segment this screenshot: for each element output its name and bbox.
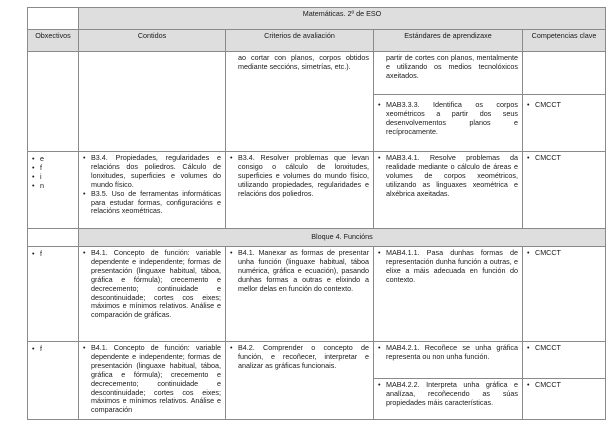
objective-item: • i (32, 172, 74, 181)
table-row (28, 152, 606, 229)
objectives-cell (28, 52, 79, 152)
criteria-cell (226, 52, 374, 152)
table-title-row (28, 8, 606, 30)
objective-item: • f (32, 344, 74, 353)
header-criteria: Criterios de avaliación (226, 30, 374, 52)
contents-cell (79, 152, 226, 229)
competence-cell (523, 247, 606, 342)
objective-item: • n (32, 181, 74, 190)
standard-text: • MAB3.4.1. Resolve problemas da realidade mediante o cálculo de áreas e volumes de corpos xeométricos, utilizando as linguaxes xeométrica e alxébrica axeitadas. (378, 154, 518, 199)
header-standards: Estándares de aprendizaxe (374, 30, 523, 52)
content-text: • B3.4. Propiedades, regularidades e relacións dos poliedros. Cálculo de lonxitudes, superficies e volumes do mundo físico. (83, 154, 221, 190)
standard-text: • MAB3.3.3. Identifica os corpos xeométricos a partir dos seus desenvolvementos planos e recíprocamente. (378, 101, 518, 137)
contents-cell (79, 342, 226, 420)
standard-cell (374, 152, 523, 229)
block-heading-row (28, 229, 606, 247)
competence-text: • CMCCT (527, 344, 601, 353)
criteria-text: • B3.4. Resolver problemas que levan consigo o cálculo de lonxitudes, superficies e volumes do mundo físico, utilizando propiedades, regularidades e relacións dos poliedros. (230, 154, 369, 199)
standard-cell (374, 95, 523, 152)
header-contents: Contidos (79, 30, 226, 52)
criteria-cell (226, 247, 374, 342)
competence-cell (523, 379, 606, 420)
standard-cell (374, 342, 523, 379)
standard-text: partir de cortes con planos, mentalmente e utilizando os medios tecnolóxicos axeitados. (386, 53, 518, 80)
standard-text: • MAB4.1.1. Pasa dunhas formas de representación dunha función a outras, e elixe a máis adecuada en función do contexto. (378, 249, 518, 285)
competence-cell (523, 95, 606, 152)
criteria-cell (226, 152, 374, 229)
competence-text: • CMCCT (527, 154, 601, 163)
standard-cell (374, 52, 523, 95)
standard-cell (374, 379, 523, 420)
objectives-cell (28, 152, 79, 229)
objective-item: • f (32, 249, 74, 258)
criteria-text: ao cortar con planos, corpos obtidos mediante seccións, simetrías, etc.). (238, 53, 369, 71)
competence-cell (523, 152, 606, 229)
standard-cell (374, 247, 523, 342)
competence-text: • CMCCT (527, 381, 601, 390)
objectives-cell (28, 247, 79, 342)
table-row (28, 247, 606, 342)
competence-text: • CMCCT (527, 101, 601, 110)
title-blank-cell (28, 8, 79, 30)
content-text: • B4.1. Concepto de función: variable dependente e independente; formas de presentación (linguaxe habitual, táboa, gráfica e fórmula); crecemento e decrecemento; continuidade e descontinuidade; cortes cos eixes; máximos e mínimos relativos. Análise e comparación de gráficas. (83, 249, 221, 320)
criteria-text: • B4.1. Manexar as formas de presentar unha función (linguaxe habitual, táboa numérica, gráfica e ecuación), pasando dunhas formas a outras e elixindo a mellor delas en función do contexto. (230, 249, 369, 294)
competence-text: • CMCCT (527, 249, 601, 258)
contents-cell (79, 52, 226, 152)
standard-text: • MAB4.2.2. Interpreta unha gráfica e analízaa, recoñecendo as súas propiedades máis características. (378, 381, 518, 408)
table-row (28, 342, 606, 379)
content-text: • B3.5. Uso de ferramentas informáticas para estudar formas, configuracións e relacións xeométricas. (83, 190, 221, 217)
content-text: • B4.1. Concepto de función: variable dependente e independente; formas de presentación (linguaxe habitual, táboa, gráfica e fórmula); crecemento e decrecemento; continuidade e descontinuidade; cortes cos eixes; máximos e mínimos relativos. Análise e comparación (83, 344, 221, 415)
table-title: Matemáticas. 2º de ESO (79, 8, 606, 30)
block-heading: Bloque 4. Funcións (79, 229, 606, 247)
objective-item: • f (32, 163, 74, 172)
competence-cell (523, 52, 606, 95)
column-header-row (28, 30, 606, 52)
contents-cell (79, 247, 226, 342)
curriculum-table (27, 7, 606, 420)
criteria-cell (226, 342, 374, 420)
objective-item: • e (32, 154, 74, 163)
standard-text: • MAB4.2.1. Recoñece se unha gráfica representa ou non unha función. (378, 344, 518, 362)
criteria-text: • B4.2. Comprender o concepto de función, e recoñecer, interpretar e analizar as gráficas funcionais. (230, 344, 369, 371)
header-objectives: Obxectivos (28, 30, 79, 52)
competence-cell (523, 342, 606, 379)
table-row (28, 52, 606, 95)
objectives-cell (28, 342, 79, 420)
block-blank-cell (28, 229, 79, 247)
header-competences: Competencias clave (523, 30, 606, 52)
